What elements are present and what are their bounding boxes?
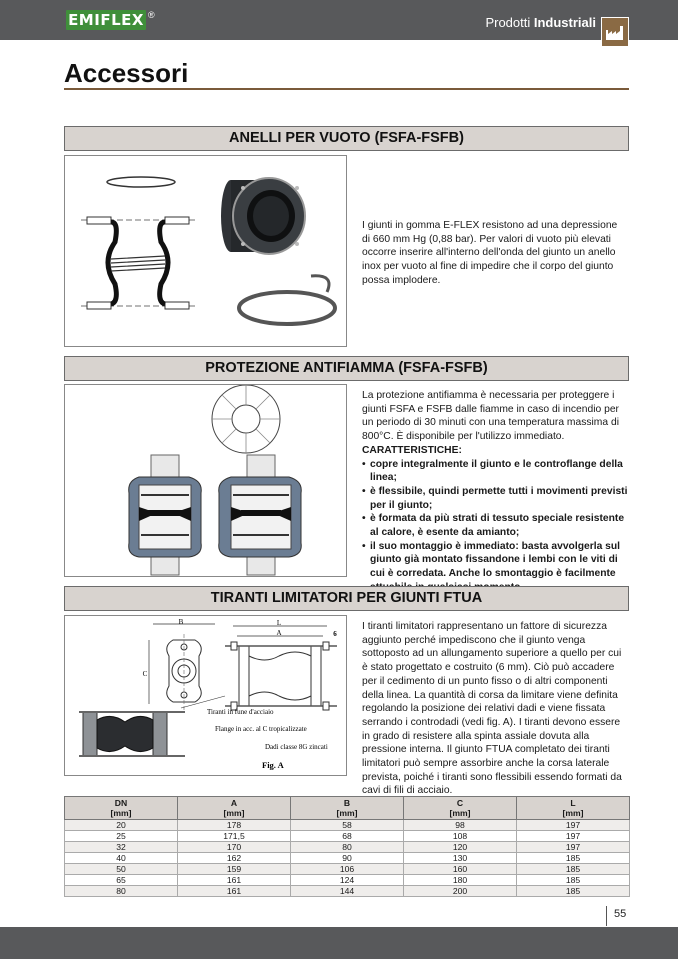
table-cell: 90 <box>291 853 404 864</box>
page-title: Accessori <box>64 58 189 88</box>
vacuum-section-title: ANELLI PER VUOTO (FSFA-FSFB) <box>64 126 629 151</box>
column-header <box>178 797 291 820</box>
feature-item: • è formata da più strati di tessuto speciale resistente al calore, è esente da amianto; <box>362 512 628 539</box>
vacuum-description-text: I giunti in gomma E-FLEX resistono ad una depressione di 660 mm Hg (0,88 bar). Per valori di vuoto più elevati occorre inserire all'interno dell'onda del giunto un anello inox per vuoto al fine di impedire che il corpo del giunto possa implodere. <box>362 220 618 286</box>
table-cell: 178 <box>178 820 291 831</box>
section-label-bold: Industriali <box>533 15 596 30</box>
table-cell: 80 <box>291 842 404 853</box>
table-cell: 32 <box>65 842 178 853</box>
column-header <box>65 797 178 820</box>
table-cell: 170 <box>178 842 291 853</box>
dim-a-label: A <box>276 629 282 637</box>
dim-l-label: L <box>276 619 282 627</box>
emiflex-logo: EMIFLEX <box>66 10 146 30</box>
column-header-name: L <box>570 798 576 808</box>
table-row <box>65 820 630 831</box>
table-row <box>65 864 630 875</box>
table-cell: 171,5 <box>178 831 291 842</box>
section-label <box>485 15 596 30</box>
table-cell: 180 <box>404 875 517 886</box>
table-cell: 124 <box>291 875 404 886</box>
column-header-unit: [mm] <box>223 808 245 818</box>
dim-b-label: B <box>178 618 184 626</box>
section-label-prefix: Prodotti <box>485 15 531 30</box>
table-cell: 50 <box>65 864 178 875</box>
page-number: 55 <box>614 908 627 920</box>
vacuum-description <box>362 219 628 288</box>
table-cell: 120 <box>404 842 517 853</box>
features-list <box>362 458 628 595</box>
table-cell: 197 <box>517 820 630 831</box>
table-cell: 98 <box>404 820 517 831</box>
tie-rods-section-title: TIRANTI LIMITATORI PER GIUNTI FTUA <box>64 586 629 611</box>
table-cell: 65 <box>65 875 178 886</box>
nuts-label: Dadi classe 8G zincati <box>265 743 328 751</box>
figure-caption: Fig. A <box>262 760 284 770</box>
column-header <box>404 797 517 820</box>
tie-rods-description-text: I tiranti limitatori rappresentano un fattore di sicurezza aggiunto perché impediscono che il giunto venga sottoposto ad un allungamento superiore a quello per cui è stato progettato e costruito (6 mm). Ciò può accadere per il cedimento di un punto fisso o di altri componenti della linea. La quantità di corsa da limitare viene definita regolando la posizione dei relativi dadi e viene fissata serrando i controdadi (vedi fig. A). I tiranti devono essere in grado di resistere alla spinta assiale dovuta alla pressione interna. Il giunto FTUA completato dei tiranti limitatori può sempre assorbire anche la corsa laterale prevista, poiché i tiranti sono flessibili essendo formati da cavi di fili di acciaio. <box>362 621 622 797</box>
table-cell: 130 <box>404 853 517 864</box>
fire-description-text: La protezione antifiamma è necessaria per proteggere i giunti FSFA e FSFB dalle fiamme in caso di incendio per un periodo di 30 minuti con una temperatura massima di 800°C. È disponibile per l'utilizzo immediato. <box>362 390 619 443</box>
tie-rods-figure <box>64 615 347 776</box>
table-cell: 159 <box>178 864 291 875</box>
cable-label: Tiranti in fune d'acciaio <box>207 708 274 716</box>
fire-description: La protezione antifiamma è necessaria per proteggere i giunti FSFA e FSFB dalle fiamme in caso di incendio per un periodo di 30 minuti con una temperatura massima di 800°C. È disponibile per l'utilizzo immediato. CARATTERISTICHE: • copre integralmente il giunto e le controflange della linea; • è flessibile, quindi permette tutti i movimenti previsti per il giunto; • è formata da più strati di tessuto speciale resistente al calore, è esente da amianto; • il suo montaggio è immediato: basta avvolgerla sul giunto già montato fissandone i lembi con le viti di cui è corredata. Anche lo smontaggio è facilmente <box>362 389 628 595</box>
column-header-name: DN <box>114 798 128 808</box>
dim-6-label: 6 <box>333 630 337 638</box>
dim-c-label: C <box>142 670 148 678</box>
table-cell: 20 <box>65 820 178 831</box>
dimensions-table <box>64 796 630 897</box>
table-cell: 185 <box>517 853 630 864</box>
table-cell: 68 <box>291 831 404 842</box>
column-header-unit: [mm] <box>562 808 584 818</box>
column-header-unit: [mm] <box>336 808 358 818</box>
column-header <box>291 797 404 820</box>
table-cell: 108 <box>404 831 517 842</box>
table-cell: 40 <box>65 853 178 864</box>
table-cell: 197 <box>517 831 630 842</box>
fire-protection-figure <box>64 384 347 577</box>
table-cell: 162 <box>178 853 291 864</box>
table-row <box>65 886 630 897</box>
table-row <box>65 831 630 842</box>
table-cell: 185 <box>517 875 630 886</box>
table-cell: 185 <box>517 886 630 897</box>
feature-item: • copre integralmente il giunto e le controflange della linea; <box>362 458 628 485</box>
table-cell: 144 <box>291 886 404 897</box>
table-row <box>65 842 630 853</box>
table-cell: 200 <box>404 886 517 897</box>
column-header-name: A <box>230 798 238 808</box>
feature-item: • è flessibile, quindi permette tutti i movimenti previsti per il giunto; <box>362 485 628 512</box>
footer-bar <box>0 927 678 959</box>
features-title: CARATTERISTICHE <box>362 444 459 456</box>
table-row <box>65 875 630 886</box>
tie-rods-description <box>362 620 628 798</box>
table-header-row <box>65 797 630 820</box>
feature-item: • il suo montaggio è immediato: basta avvolgerla sul giunto già montato fissandone i lembi con le viti di cui è corredata. Anche lo smontaggio è facilmente <box>362 540 628 595</box>
table-cell: 161 <box>178 875 291 886</box>
column-header-unit: [mm] <box>449 808 471 818</box>
fire-section-title: PROTEZIONE ANTIFIAMMA (FSFA-FSFB) <box>64 356 629 381</box>
factory-icon <box>601 17 629 47</box>
table-cell: 58 <box>291 820 404 831</box>
flange-label: Flange in acc. al C tropicalizzate <box>215 725 307 733</box>
column-header-name: B <box>343 798 351 808</box>
table-cell: 25 <box>65 831 178 842</box>
table-cell: 80 <box>65 886 178 897</box>
footer-divider <box>606 906 607 926</box>
table-cell: 160 <box>404 864 517 875</box>
table-cell: 161 <box>178 886 291 897</box>
column-header-unit: [mm] <box>110 808 132 818</box>
column-header <box>517 797 630 820</box>
vacuum-ring-figure <box>64 155 347 347</box>
table-cell: 197 <box>517 842 630 853</box>
table-cell: 106 <box>291 864 404 875</box>
title-divider <box>64 88 629 90</box>
registered-mark: ® <box>148 10 155 20</box>
column-header-name: C <box>456 798 464 808</box>
table-cell: 185 <box>517 864 630 875</box>
table-row <box>65 853 630 864</box>
